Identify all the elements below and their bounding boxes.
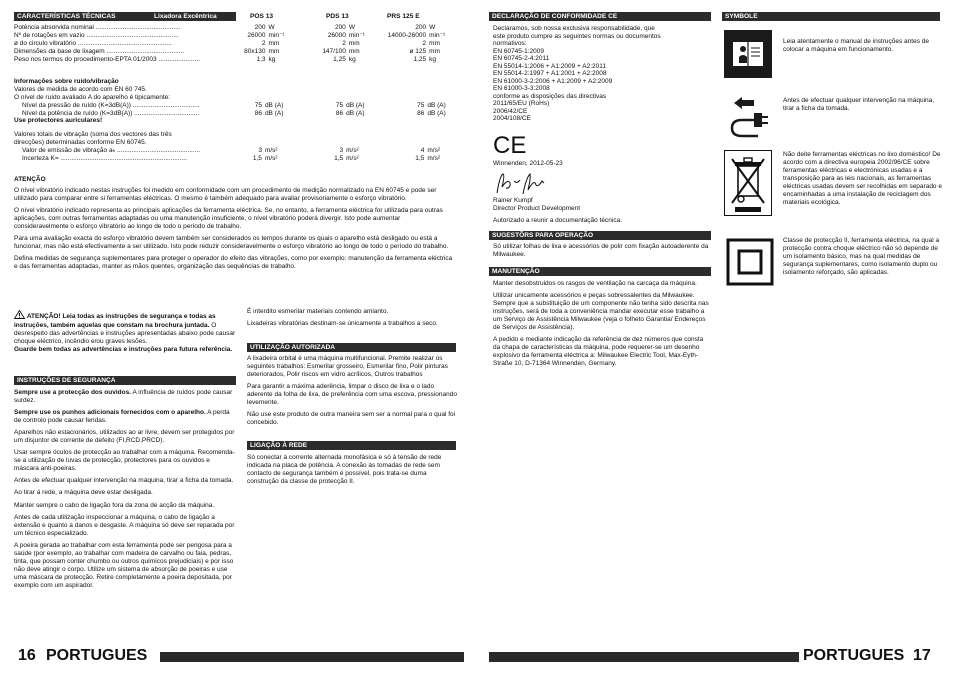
ce-mark-icon bbox=[493, 132, 527, 159]
atencao-p3: Para uma avaliação exacta do esforço vibratório devem também ser considerados os tempos durante os quais o aparelho está desligado ou está a funcionar, mas não está efectivamente a ser utilizado. Isto pode reduzir consideravelmente o esforço vibratório ao longo de todo o período do trabalho. bbox=[14, 235, 449, 251]
maint-header: MANUTENÇÃO bbox=[489, 267, 711, 276]
atencao-p1: O nível vibratório indicado nestas instruções foi medido em conformidade com um procedimento de medição normalizado na EN 60745 e pode ser utilizado para comparar entre si ferramentas eléctricas. O mesmo é também adequado para avaliar provisoriamente o esforço vibratório. bbox=[14, 187, 437, 203]
spec-row: Potência absorvida nominal ............................................... 200 W 200 W 200 W bbox=[14, 24, 436, 31]
noise-title: Informações sobre ruído/vibração bbox=[14, 78, 119, 85]
ce-mark-text: CE bbox=[493, 132, 527, 159]
maint-section: Manter desobstruidos os rasgos de ventilação na carcaça da máquina. Utilizar unicamente acessórios e peças sobressalentes da Milwaukee. Sempre que a substituição de um componente não tenha sido descrita nas instruções, será de toda a conveniência mandar executar esse trabalho a um Serviço de Assistência Milwaukee (veja o folheto Garantia/ Endereços de Serviços de Assistência). A pedido e mediante indicação da referência de dez números que consta da chapa de características da máquina, pode requerer-se um desenho explosivo da ferramenta eléctrica a: Milwaukee Electric Tool, Max-Eyth-Straße 10, D-71364 Winnenden, Germany. bbox=[493, 280, 709, 368]
symbol-text-class-ii: Classe de protecção II, ferramenta eléctrica, na qual a protecção contra choque eléctrico não só depende de um isolamento básico, mas na qual medidas de segurança suplementares, como isolamento duplo ou isolamento reforçado, são aplicadas. bbox=[783, 237, 940, 277]
spec-row: Nº de rotações em vazio ................................................... 26000 min⁻¹ 26000 min⁻¹ 14000-26000 min⁻¹ bbox=[14, 32, 446, 39]
footer-bar-left bbox=[160, 652, 464, 662]
vib-row: Valor de emissão de vibração aₕ .............................................. 3 m/s² 3 m/s² 4 m/s² bbox=[22, 147, 440, 155]
spec-col-heads bbox=[250, 12, 450, 21]
signer-role: Director Product Development bbox=[493, 205, 581, 213]
symbol-text-manual: Leia atentamente o manual de instruções antes de colocar a máquina em funcionamento. bbox=[783, 38, 929, 54]
specs-title: CARACTERÍSTICAS TÉCNICAS bbox=[17, 13, 116, 20]
warning-text1: O desrespeito das advertências e instruções apresentadas abaixo pode causar choque eléctrico, incêndio e/ou graves lesões. bbox=[14, 322, 236, 346]
footer-bar-right bbox=[489, 652, 799, 662]
ce-signer bbox=[493, 197, 711, 225]
vib-line2: direcções) determinadas conforme EN 60745. bbox=[14, 139, 147, 147]
language-right: PORTUGUES bbox=[803, 647, 905, 664]
atencao-title: ATENÇÃO bbox=[14, 176, 46, 183]
warning-icon bbox=[14, 310, 25, 322]
col-pos13: POS 13 bbox=[250, 13, 274, 20]
ce-authorized: Autorizado a reunir a documentação técnica. bbox=[493, 217, 622, 225]
spec-row: Peso nos termos do procedimento-EPTA 01/2003 ....................... 1,3 kg 1,25 kg 1,25 kg bbox=[14, 56, 436, 63]
ce-header: DECLARAÇÃO DE CONFORMIDADE CE bbox=[489, 12, 711, 21]
spec-row: Dimensões da base de lixagem ........................................... 80x130 mm 147/100 mm ø 125 mm bbox=[14, 48, 440, 55]
page-number-left: 16 bbox=[18, 647, 36, 664]
atencao-p4: Defina medidas de segurança suplementares para proteger o operador do efeito das vibrações, como por exemplo: manutenção da ferramenta eléctrica e das ferramentas adaptadas, manter as mãos quentes, organização das sequências de trabalho. bbox=[14, 255, 453, 271]
noise-protect: Use protectores auriculares! bbox=[14, 117, 103, 125]
noise-row: Nível da potência de ruído (K=3dB(A)) .................................... 86 dB (A) 86 dB (A) 86 dB (A) bbox=[22, 109, 446, 117]
noise-row: Nível da pressão de ruído (K=3dB(A)) ..................................... 75 dB (A) 75 dB (A) 75 dB (A) bbox=[22, 102, 446, 110]
noise-line1: Valores de medida de acordo com EN 60 745. bbox=[14, 86, 147, 94]
symbole-header: SYMBOLE bbox=[722, 12, 940, 21]
unplug-icon bbox=[724, 92, 772, 140]
atencao-section bbox=[14, 176, 454, 275]
warning-bold2: Guarde bem todas as advertências e instruções para futura referência. bbox=[14, 346, 233, 354]
language-left: PORTUGUES bbox=[46, 647, 148, 664]
ce-section: Declaramos, sob nossa exclusiva responsabilidade, que este produto cumpre as seguintes normas ou documentos normativos: EN 60745-1:2009 EN 60745-2-4:2011 EN 55014-1:2006 + A1:2009 + A2:2011 EN 55014-2:1997 + A1:2001 + A2:2008 EN 61000-3-2:2006 + A1:2009 + A2:2009 EN 61000-3-3:2008 conforme as disposições das directivas 2011/65/EU (RoHs) 2006/42/CE 2004/108/CE bbox=[493, 25, 661, 123]
noise-section bbox=[14, 78, 454, 162]
col-prs125e: PRS 125 E bbox=[387, 13, 420, 20]
page-number-right: 17 bbox=[913, 647, 931, 664]
specs-header bbox=[14, 12, 236, 21]
spec-row: ø do circulo vibratório .................................................... 2 mm 2 mm 2 mm bbox=[14, 40, 440, 47]
specs-table bbox=[14, 24, 454, 64]
atencao-p2: O nível vibratório indicado representa as principais aplicações da ferramenta eléctrica. Se, no entanto, a ferramenta eléctrica for utilizada para outras aplicações, com outras ferramentas adaptadas ou uma manutenção insuficiente, o nível vibratório poderá divergir. Isto pode aumentar consideravelmente o esforço vibratório ao longo de todo o período de trabalho. bbox=[14, 207, 443, 231]
net-header: LIGAÇÃO À REDE bbox=[247, 441, 456, 450]
warning-block bbox=[14, 310, 236, 358]
safety-header: INSTRUÇÕES DE SEGURANÇA bbox=[14, 376, 236, 385]
usage-header: UTILIZAÇÃO AUTORIZADA bbox=[247, 343, 456, 352]
weee-bin-icon bbox=[724, 150, 772, 216]
class-ii-icon bbox=[724, 236, 776, 288]
read-manual-icon bbox=[724, 30, 772, 78]
warning-bold1: ATENÇÃO! Leia todas as instruções de segurança e todas as instruções, também aquelas que constam na brochura juntada. bbox=[14, 312, 216, 330]
symbol-text-unplug: Antes de efectuar qualquer intervenção na máquina, tirar a ficha da tomada. bbox=[783, 97, 935, 113]
symbol-text-weee: Não deite ferramentas eléctricas no lixo doméstico! De acordo com a directiva europeia 2002/96/CE sobre ferramentas eléctricas e electrónicas usadas e a transposição para as leis nacionais, as ferramentas eléctricas usadas devem ser recolhidas em separado e encaminhadas a uma instalação de reciclagem dos materiais ecológica. bbox=[783, 151, 942, 207]
usage-section: A lixadeira orbital é uma máquina multifuncional. Premite realizar os seguintes trabalhos: Esmerilar grosseiro, Esmerilar fino, Polir pinturas deteriorados, Polir riscos em vidro acrílicos, Outros trabalhos Para garantir a máxima aderência, limpar o disco de lixa e o lado aderente da folha de lixa, de preferência com uma escova, pressionando levemente. Não use este produto de outra maneira sem ser a normal para o qual foi concebido. bbox=[247, 355, 457, 427]
net-section: Só conectar à corrente alternada monofásica e só à tensão de rede indicada na placa de potência. A conexão às tomadas de rede sem contacto de segurança também é possível, pois trata-se duma construção da classe de protecção II. bbox=[247, 454, 442, 486]
col-pds13: PDS 13 bbox=[326, 13, 349, 20]
vib-line1: Valores totais de vibração (soma dos vectores das três bbox=[14, 131, 172, 139]
mid-column: É interdito esmerilar materiais contendo amianto. Lixadeiras vibratórias destinam-se únicamente a trabalhos a seco. bbox=[247, 308, 438, 328]
tips-header: SUGESTÕRS PARA OPERAÇÃO bbox=[489, 231, 711, 240]
signer-name: Rainer Kumpf bbox=[493, 197, 533, 204]
vib-row: Incerteza K= ...................................................................... 1,5 m/s² 1,5 m/s² 1,5 m/s² bbox=[22, 154, 440, 162]
ce-date: Winnenden, 2012-05-23 bbox=[493, 160, 563, 167]
tips-section: Só utilizar folhas de lixa e acessórios de polir com fixação autoaderente da Milwaukee. bbox=[493, 243, 709, 259]
signature-image bbox=[494, 171, 556, 200]
safety-section: Sempre use a protecção dos ouvidos. A influência de ruídos pode causar surdez. Sempre use os punhos adicionais fornecidos com o aparelho. A perda de controlo pode causar feridas. Aparelhos não estacionários, utilizados ao ar livre, devem ser protegidos por um disjuntor de corrente de defeito (FI,RCD,PRCD). Usar sempre óculos de protecção ao trabalhar com a máquina. Recomenda-se a utilização de luvas de protecção, protectores para os ouvidos e máscara anti-poeiras. Antes de efectuar qualquer intervenção na máquina, tirar a ficha da tomada. Ao tirar á rede, a máquina deve estar desligada. Manter sempre o cabo de ligação fora da zona de acção da máquina. Antes de cada utilização inspeccionar a máquina, o cabo de ligação a extensão e quanto a danos e desgaste. A máquina só deve ser reparada por um técnico especializado. A poeira gerada ao trabalhar com esta ferramenta pode ser perigosa para a saúde (por exemplo, ao trabalhar com madeira de carvalho ou faia, pedras, tinta, que possam conter chumbo ou outros químicos prejudiciais) e por isso não deve atingir o corpo. Utilize um sistema de absorção de poeiras e use uma máscara de protecção. Retire completamente a poeira depositada, por exemplo com um aspirador. bbox=[14, 389, 235, 589]
specs-product: Lixadora Excêntrica bbox=[154, 13, 217, 20]
noise-line2: O nível de ruído avaliado A do aparelho é tipicamente: bbox=[14, 94, 171, 102]
